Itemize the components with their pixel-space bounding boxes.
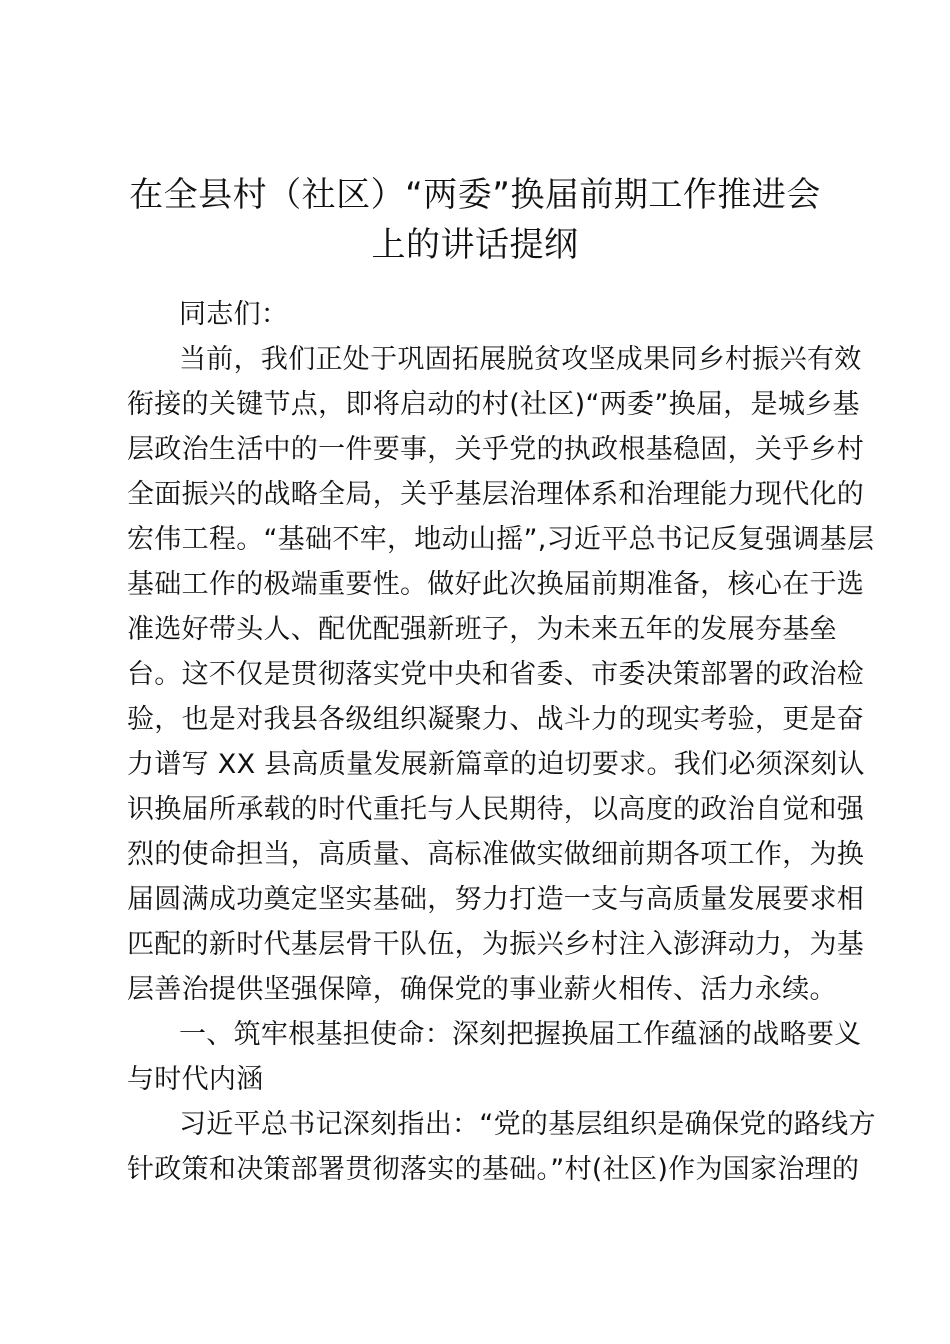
paragraph-line: 层善治提供坚强保障，确保党的事业薪火相传、活力永续。: [127, 974, 837, 1005]
paragraph-line: 力谱写 XX 县高质量发展新篇章的迫切要求。我们必须深刻认: [127, 749, 865, 780]
paragraph-line: 全面振兴的战略全局，关乎基层治理体系和治理能力现代化的: [127, 479, 865, 510]
paragraph-line: 衔接的关键节点，即将启动的村(社区)“两委”换届，是城乡基: [127, 389, 860, 420]
paragraph-line: 层政治生活中的一件要事，关乎党的执政根基稳固，关乎乡村: [127, 434, 865, 465]
paragraph-line: 台。这不仅是贯彻落实党中央和省委、市委决策部署的政治检: [127, 659, 865, 690]
section-heading-line: 一、筑牢根基担使命：深刻把握换届工作蕴涵的战略要义: [179, 1019, 862, 1050]
document-title: [110, 170, 840, 270]
document-body: [127, 292, 876, 1192]
paragraph-line: 习近平总书记深刻指出：“党的基层组织是确保党的路线方: [179, 1109, 876, 1140]
paragraph-line: 烈的使命担当，高质量、高标准做实做细前期各项工作，为换: [127, 839, 865, 870]
paragraph-line: 宏伟工程。“基础不牢，地动山摇”,习近平总书记反复强调基层: [127, 524, 875, 555]
paragraph-line: 基础工作的极端重要性。做好此次换届前期准备，核心在于选: [127, 569, 865, 600]
salutation: 同志们：: [179, 299, 289, 330]
paragraph-line: 针政策和决策部署贯彻落实的基础。”村(社区)作为国家治理的: [127, 1154, 860, 1185]
paragraph-line: 届圆满成功奠定坚实基础，努力打造一支与高质量发展要求相: [127, 884, 865, 915]
title-line: 上的讲话提纲: [371, 225, 579, 265]
paragraph-line: 验，也是对我县各级组织凝聚力、战斗力的现实考验，更是奋: [127, 704, 865, 735]
paragraph-line: 准选好带头人、配优配强新班子，为未来五年的发展夯基垒: [127, 614, 837, 645]
section-heading-line: 与时代内涵: [127, 1064, 264, 1095]
paragraph-line: 识换届所承载的时代重托与人民期待，以高度的政治自觉和强: [127, 794, 865, 825]
paragraph-line: 当前，我们正处于巩固拓展脱贫攻坚成果同乡村振兴有效: [179, 344, 862, 375]
title-line: 在全县村（社区）“两委”换届前期工作推进会: [129, 175, 821, 215]
paragraph-line: 匹配的新时代基层骨干队伍，为振兴乡村注入澎湃动力，为基: [127, 929, 865, 960]
